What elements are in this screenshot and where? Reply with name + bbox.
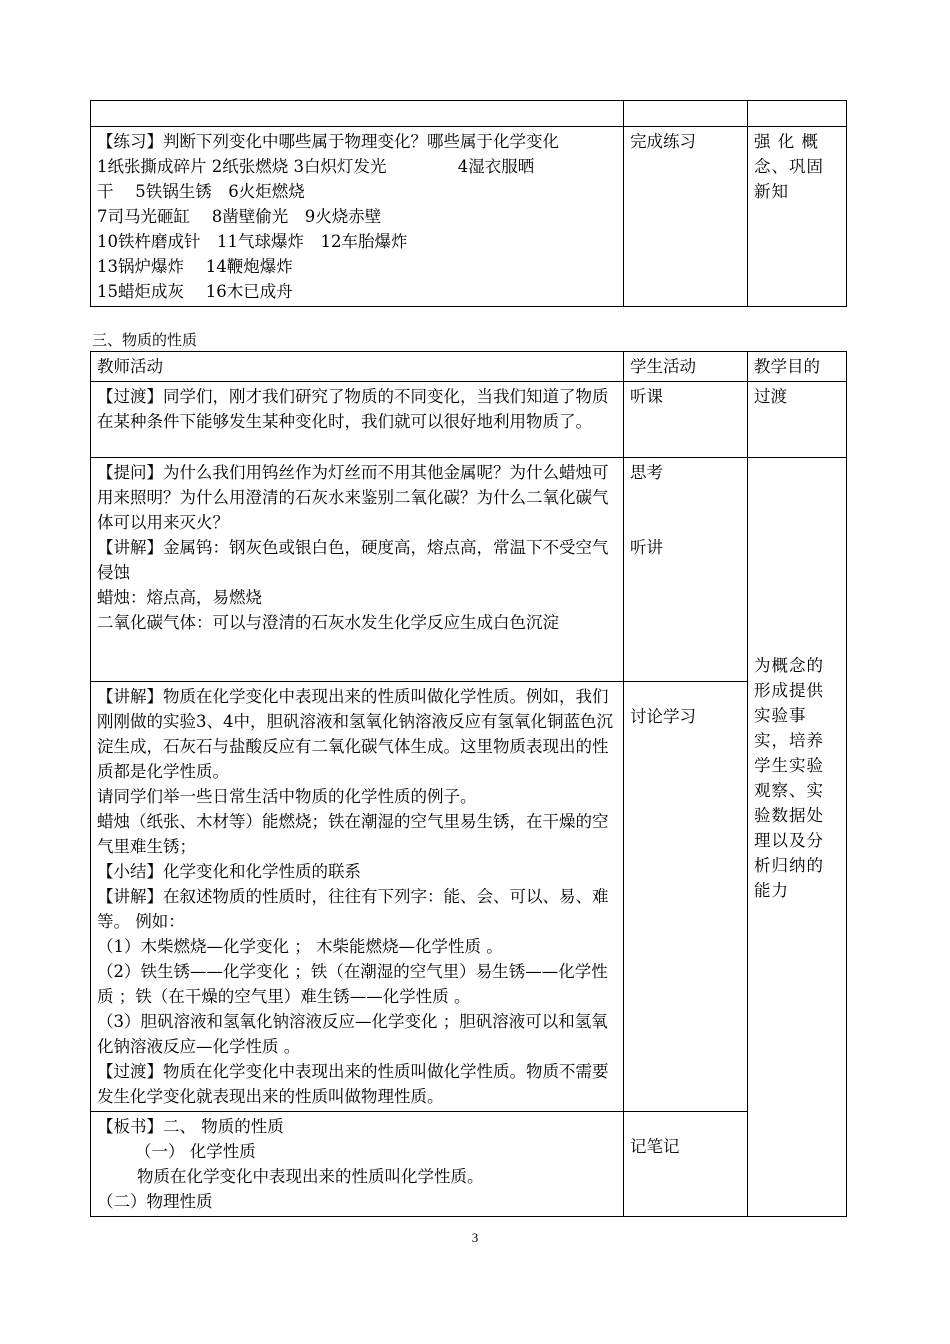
table-row-empty: [91, 101, 847, 127]
teacher-line: 【提问】为什么我们用钨丝作为灯丝而不用其他金属呢？为什么蜡烛可用来照明？为什么用澄清的石灰水来鉴别二氧化碳？为什么二氧化碳气体可以用来灭火？: [97, 463, 609, 532]
exercise-line: 10铁杵磨成针 11气球爆炸 12车胎爆炸: [97, 232, 408, 251]
teacher-line: （3）胆矾溶液和氢氧化钠溶液反应—化学变化 ；胆矾溶液可以和氢氧化钠溶液反应—化学性质 。: [97, 1012, 608, 1056]
table-row-explanation: [91, 682, 847, 1112]
teacher-line: 【讲解】物质在化学变化中表现出来的性质叫做化学性质。例如，我们刚刚做的实验3、4中，胆矾溶液和氢氧化钠溶液反应有氢氧化铜蓝色沉淀生成，石灰石与盐酸反应有二氧化碳气体生成。这里物质表现出的性质都是化学性质。: [97, 687, 613, 781]
goal-cell: 过渡: [748, 382, 847, 458]
column-header-teacher: 教师活动: [91, 352, 624, 382]
board-line: 【板书】二、 物质的性质: [97, 1117, 284, 1136]
column-header-goal: 教学目的: [748, 352, 847, 382]
student-think: 思考: [630, 463, 663, 482]
student-cell: [624, 458, 748, 682]
teacher-line: 蜡烛（纸张、木材等）能燃烧；铁在潮湿的空气里易生锈，在干燥的空气里难生锈；: [97, 812, 609, 856]
teacher-line: 【过渡】物质在化学变化中表现出来的性质叫做化学性质。物质不需要发生化学变化就表现出来的性质叫做物理性质。: [97, 1062, 609, 1106]
teacher-cell: [91, 1112, 624, 1217]
teacher-line: 【小结】化学变化和化学性质的联系: [97, 862, 361, 881]
teacher-line: 请同学们举一些日常生活中物质的化学性质的例子。: [97, 787, 477, 806]
exercise-goal-cell: 强 化 概念、巩固新知: [748, 127, 847, 307]
table-row-exercise: [91, 127, 847, 307]
teacher-cell: 【过渡】同学们，刚才我们研究了物质的不同变化，当我们知道了物质在某种条件下能够发生某种变化时，我们就可以很好地利用物质了。: [91, 382, 624, 458]
table-header-row: [91, 352, 847, 382]
teacher-line: 【讲解】金属钨：钢灰色或银白色，硬度高，熔点高，常温下不受空气侵蚀: [97, 538, 609, 582]
teacher-line: 【讲解】在叙述物质的性质时，往往有下列字：能、会、可以、易、难等。 例如：: [97, 887, 609, 931]
exercise-line: 【练习】判断下列变化中哪些属于物理变化？哪些属于化学变化: [97, 132, 559, 151]
teacher-line: （1）木柴燃烧—化学变化 ； 木柴能燃烧—化学性质 。: [97, 937, 503, 956]
teacher-line: （2）铁生锈——化学变化 ；铁（在潮湿的空气里）易生锈——化学性质 ；铁（在干燥的空气里）难生锈——化学性质 。: [97, 962, 608, 1006]
teacher-line: 蜡烛：熔点高，易燃烧: [97, 588, 262, 607]
page-number: 3: [471, 1230, 479, 1245]
board-line: （一） 化学性质: [135, 1142, 256, 1161]
student-cell: 听课: [624, 382, 748, 458]
exercise-line: 1纸张撕成碎片 2纸张燃烧 3白炽灯发光 4湿衣服晒: [97, 157, 535, 176]
table-row-board: [91, 1112, 847, 1217]
student-cell: [624, 1112, 748, 1217]
empty-cell: [624, 101, 748, 127]
board-line: （二）物理性质: [97, 1192, 213, 1211]
exercise-student-cell: 完成练习: [624, 127, 748, 307]
properties-table: [90, 351, 847, 1217]
section-title: 三、物质的性质: [92, 331, 198, 349]
exercise-line: 15蜡炬成灰 16木已成舟: [97, 282, 293, 301]
student-cell: [624, 682, 748, 1112]
exercise-table: [90, 100, 847, 307]
empty-cell: [748, 101, 847, 127]
goal-text: 为概念的形成提供实验事实，培养学生实验观察、实验数据处理以及分析归纳的能力: [754, 656, 824, 900]
exercise-line: 7司马光砸缸 8凿壁偷光 9火烧赤壁: [97, 207, 382, 226]
exercise-line: 干 5铁锅生锈 6火炬燃烧: [97, 182, 305, 201]
column-header-student: 学生活动: [624, 352, 748, 382]
teacher-line: 二氧化碳气体：可以与澄清的石灰水发生化学反应生成白色沉淀: [97, 613, 559, 632]
student-notes: 记笔记: [630, 1137, 680, 1156]
teacher-cell: [91, 682, 624, 1112]
exercise-line: 13锅炉爆炸 14鞭炮爆炸: [97, 257, 293, 276]
table-row-questions: [91, 458, 847, 682]
board-line: 物质在化学变化中表现出来的性质叫化学性质。: [137, 1167, 484, 1186]
student-discuss: 讨论学习: [630, 707, 696, 726]
exercise-teacher-cell: [91, 127, 624, 307]
teacher-cell: [91, 458, 624, 682]
merged-goal-cell: [748, 458, 847, 1217]
table-row-transition: [91, 382, 847, 458]
student-listen: 听讲: [630, 538, 663, 557]
empty-cell: [91, 101, 624, 127]
